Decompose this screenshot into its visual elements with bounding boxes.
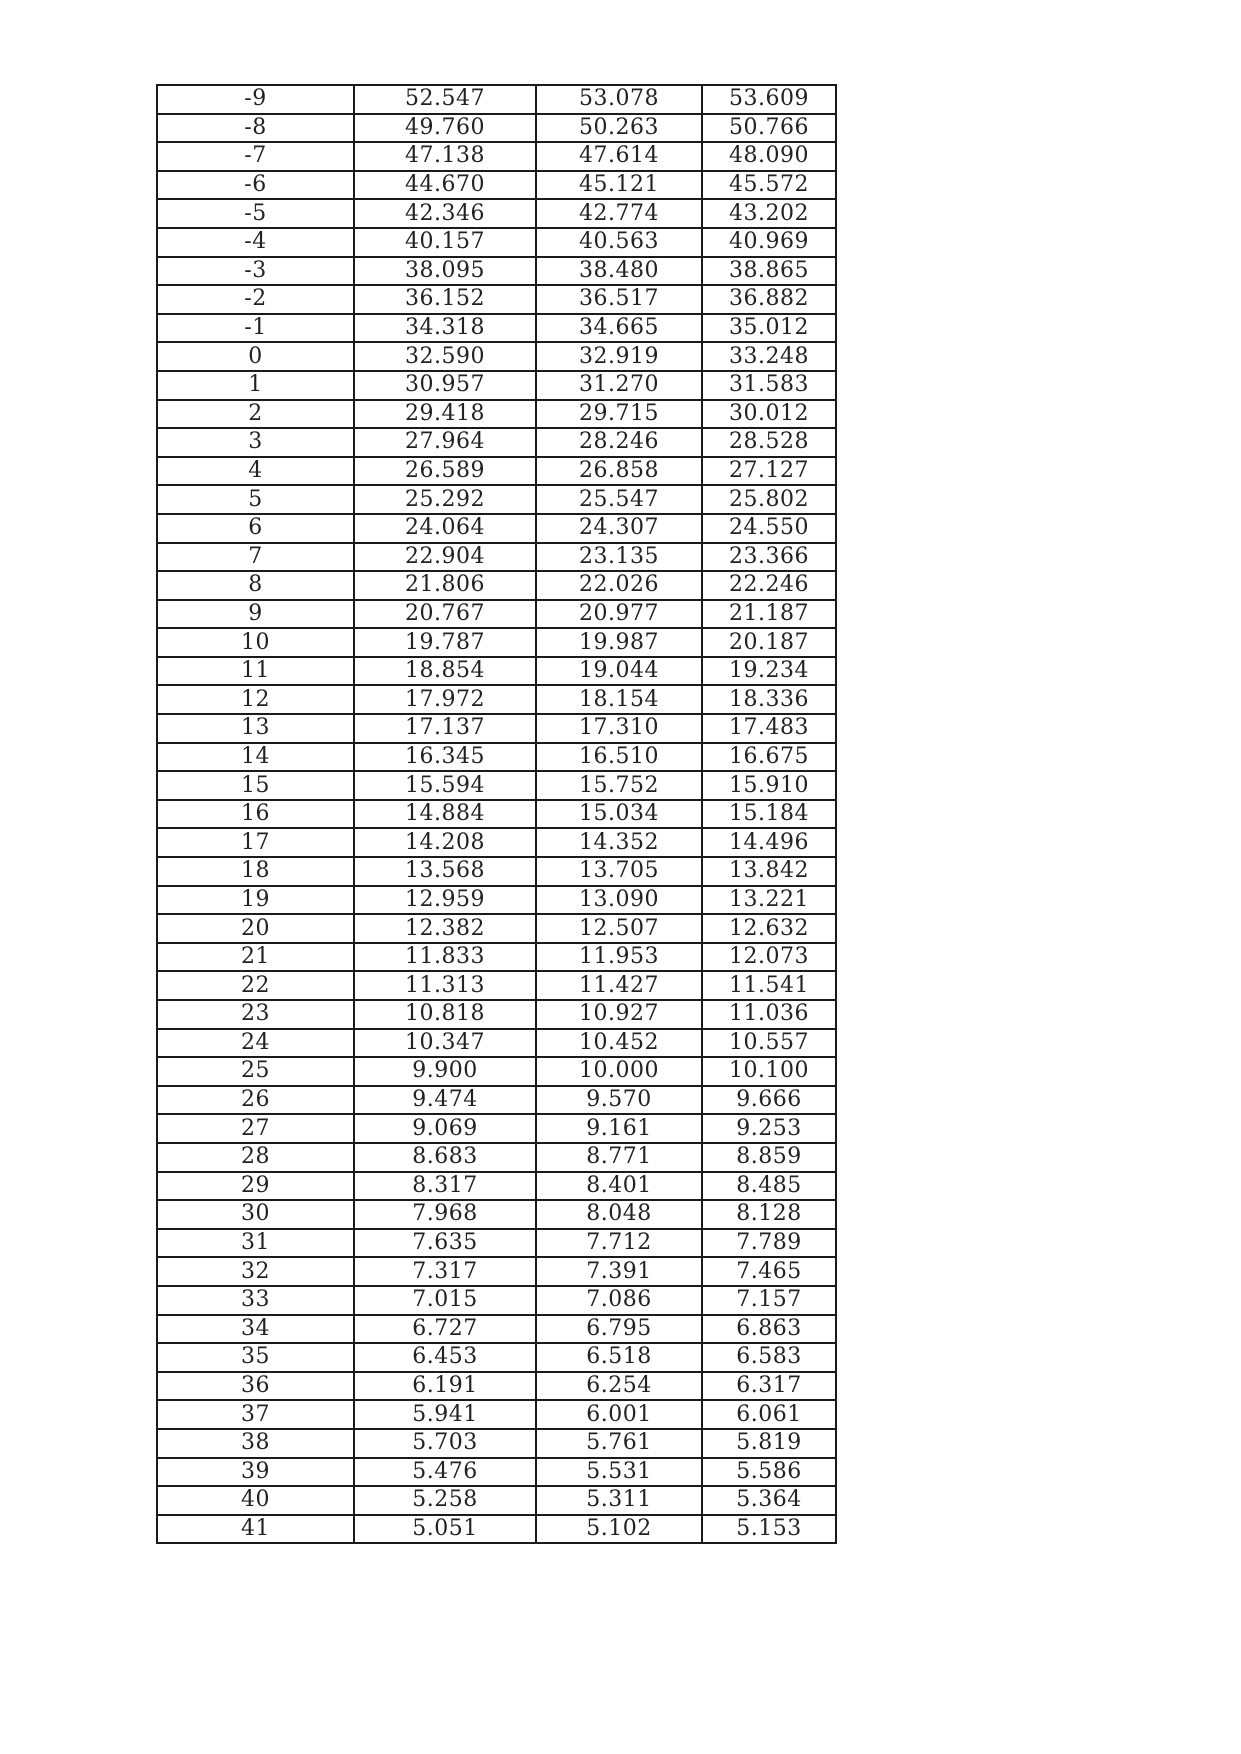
table-cell-value: 8.401 — [536, 1172, 702, 1201]
table-cell-index: 14 — [157, 743, 354, 772]
table-cell-index: 3 — [157, 428, 354, 457]
table-row — [157, 400, 836, 429]
table-cell-value: 50.766 — [702, 114, 836, 143]
table-cell-value: 38.095 — [354, 257, 536, 286]
table-cell-index: 18 — [157, 857, 354, 886]
table-row — [157, 142, 836, 171]
table-row — [157, 1200, 836, 1229]
table-cell-value: 20.977 — [536, 600, 702, 629]
table-cell-index: 41 — [157, 1515, 354, 1544]
table-row — [157, 1029, 836, 1058]
table-cell-value: 5.311 — [536, 1486, 702, 1515]
table-cell-index: 12 — [157, 685, 354, 714]
table-row — [157, 914, 836, 943]
table-cell-value: 9.570 — [536, 1086, 702, 1115]
table-row — [157, 1257, 836, 1286]
table-cell-value: 27.964 — [354, 428, 536, 457]
table-cell-value: 8.771 — [536, 1143, 702, 1172]
table-cell-value: 34.665 — [536, 314, 702, 343]
table-cell-value: 29.715 — [536, 400, 702, 429]
table-cell-value: 6.061 — [702, 1400, 836, 1429]
table-row — [157, 857, 836, 886]
table-row — [157, 285, 836, 314]
table-cell-value: 22.026 — [536, 571, 702, 600]
table-cell-value: 9.161 — [536, 1114, 702, 1143]
table-row — [157, 1086, 836, 1115]
table-cell-index: 37 — [157, 1400, 354, 1429]
table-cell-value: 8.683 — [354, 1143, 536, 1172]
table-cell-index: 32 — [157, 1257, 354, 1286]
table-cell-value: 18.336 — [702, 685, 836, 714]
table-cell-value: 7.968 — [354, 1200, 536, 1229]
table-cell-value: 12.507 — [536, 914, 702, 943]
table-cell-value: 43.202 — [702, 199, 836, 228]
table-cell-value: 13.568 — [354, 857, 536, 886]
table-row — [157, 1172, 836, 1201]
table-cell-value: 11.036 — [702, 1000, 836, 1029]
table-cell-value: 8.128 — [702, 1200, 836, 1229]
table-row — [157, 1286, 836, 1315]
table-cell-value: 5.703 — [354, 1429, 536, 1458]
table-cell-value: 17.483 — [702, 714, 836, 743]
table-row — [157, 943, 836, 972]
table-row — [157, 800, 836, 829]
table-cell-index: -3 — [157, 257, 354, 286]
table-cell-value: 8.859 — [702, 1143, 836, 1172]
table-row — [157, 314, 836, 343]
table-cell-value: 15.910 — [702, 771, 836, 800]
table-row — [157, 485, 836, 514]
table-cell-value: 16.510 — [536, 743, 702, 772]
table-cell-value: 5.258 — [354, 1486, 536, 1515]
table-cell-index: -2 — [157, 285, 354, 314]
table-cell-value: 18.154 — [536, 685, 702, 714]
table-cell-index: 4 — [157, 457, 354, 486]
table-cell-value: 20.187 — [702, 628, 836, 657]
table-row — [157, 1515, 836, 1544]
table-cell-value: 21.187 — [702, 600, 836, 629]
table-cell-value: 45.121 — [536, 171, 702, 200]
table-cell-index: 1 — [157, 371, 354, 400]
table-cell-index: 11 — [157, 657, 354, 686]
table-cell-value: 36.882 — [702, 285, 836, 314]
table-cell-value: 21.806 — [354, 571, 536, 600]
table-row — [157, 171, 836, 200]
table-cell-value: 48.090 — [702, 142, 836, 171]
table-cell-index: 19 — [157, 886, 354, 915]
table-cell-value: 14.496 — [702, 828, 836, 857]
table-cell-index: 35 — [157, 1343, 354, 1372]
table-cell-index: 23 — [157, 1000, 354, 1029]
table-row — [157, 685, 836, 714]
table-cell-value: 50.263 — [536, 114, 702, 143]
table-cell-value: 23.366 — [702, 543, 836, 572]
table-cell-value: 49.760 — [354, 114, 536, 143]
table-cell-value: 6.727 — [354, 1315, 536, 1344]
table-cell-value: 53.609 — [702, 85, 836, 114]
table-cell-value: 7.789 — [702, 1229, 836, 1258]
table-cell-index: 21 — [157, 943, 354, 972]
table-cell-value: 5.819 — [702, 1429, 836, 1458]
table-row — [157, 714, 836, 743]
table-cell-value: 22.904 — [354, 543, 536, 572]
table-cell-value: 11.541 — [702, 971, 836, 1000]
table-cell-value: 5.476 — [354, 1458, 536, 1487]
table-cell-value: 16.675 — [702, 743, 836, 772]
table-row — [157, 1143, 836, 1172]
table-row — [157, 85, 836, 114]
table-cell-index: 7 — [157, 543, 354, 572]
table-cell-index: -6 — [157, 171, 354, 200]
table-row — [157, 1315, 836, 1344]
table-cell-value: 38.480 — [536, 257, 702, 286]
table-cell-value: 7.317 — [354, 1257, 536, 1286]
table-cell-index: 9 — [157, 600, 354, 629]
table-cell-value: 6.863 — [702, 1315, 836, 1344]
table-cell-index: 28 — [157, 1143, 354, 1172]
table-cell-index: 25 — [157, 1057, 354, 1086]
table-cell-index: 33 — [157, 1286, 354, 1315]
table-cell-value: 5.941 — [354, 1400, 536, 1429]
table-row — [157, 657, 836, 686]
table-cell-value: 32.919 — [536, 342, 702, 371]
table-row — [157, 1057, 836, 1086]
table-cell-value: 8.317 — [354, 1172, 536, 1201]
table-cell-value: 6.254 — [536, 1372, 702, 1401]
table-cell-value: 9.253 — [702, 1114, 836, 1143]
table-cell-value: 42.346 — [354, 199, 536, 228]
table-cell-value: 17.310 — [536, 714, 702, 743]
table-cell-index: -9 — [157, 85, 354, 114]
table-cell-index: 29 — [157, 1172, 354, 1201]
table-cell-value: 35.012 — [702, 314, 836, 343]
data-table — [156, 84, 837, 1544]
table-cell-value: 19.044 — [536, 657, 702, 686]
table-row — [157, 743, 836, 772]
table-row — [157, 228, 836, 257]
table-row — [157, 828, 836, 857]
table-cell-value: 24.550 — [702, 514, 836, 543]
table-cell-value: 6.001 — [536, 1400, 702, 1429]
table-cell-value: 47.614 — [536, 142, 702, 171]
table-cell-value: 5.364 — [702, 1486, 836, 1515]
table-cell-index: 10 — [157, 628, 354, 657]
table-row — [157, 1400, 836, 1429]
table-cell-value: 36.517 — [536, 285, 702, 314]
table-cell-value: 8.048 — [536, 1200, 702, 1229]
table-cell-value: 40.563 — [536, 228, 702, 257]
table-cell-value: 15.034 — [536, 800, 702, 829]
table-cell-index: 16 — [157, 800, 354, 829]
table-cell-value: 36.152 — [354, 285, 536, 314]
table-cell-value: 16.345 — [354, 743, 536, 772]
table-cell-value: 34.318 — [354, 314, 536, 343]
table-row — [157, 257, 836, 286]
table-row — [157, 771, 836, 800]
table-cell-value: 7.086 — [536, 1286, 702, 1315]
table-cell-value: 14.352 — [536, 828, 702, 857]
table-row — [157, 628, 836, 657]
table-cell-value: 17.972 — [354, 685, 536, 714]
table-cell-value: 24.064 — [354, 514, 536, 543]
table-cell-value: 45.572 — [702, 171, 836, 200]
table-row — [157, 1429, 836, 1458]
table-row — [157, 114, 836, 143]
table-row — [157, 514, 836, 543]
table-cell-index: 39 — [157, 1458, 354, 1487]
table-cell-index: 13 — [157, 714, 354, 743]
table-cell-value: 14.208 — [354, 828, 536, 857]
table-cell-index: 40 — [157, 1486, 354, 1515]
table-cell-value: 12.632 — [702, 914, 836, 943]
table-cell-value: 24.307 — [536, 514, 702, 543]
table-cell-value: 5.153 — [702, 1515, 836, 1544]
table-cell-value: 7.465 — [702, 1257, 836, 1286]
table-cell-value: 30.957 — [354, 371, 536, 400]
table-cell-value: 9.666 — [702, 1086, 836, 1115]
table-cell-value: 7.015 — [354, 1286, 536, 1315]
table-cell-value: 11.833 — [354, 943, 536, 972]
table-cell-value: 9.900 — [354, 1057, 536, 1086]
table-cell-index: 22 — [157, 971, 354, 1000]
table-cell-index: -1 — [157, 314, 354, 343]
table-cell-value: 10.818 — [354, 1000, 536, 1029]
table-row — [157, 1229, 836, 1258]
table-cell-value: 17.137 — [354, 714, 536, 743]
table-cell-value: 26.589 — [354, 457, 536, 486]
table-row — [157, 342, 836, 371]
table-cell-value: 5.586 — [702, 1458, 836, 1487]
table-cell-index: 34 — [157, 1315, 354, 1344]
table-cell-value: 32.590 — [354, 342, 536, 371]
table-cell-value: 11.427 — [536, 971, 702, 1000]
table-cell-value: 13.221 — [702, 886, 836, 915]
table-cell-value: 13.842 — [702, 857, 836, 886]
table-cell-value: 52.547 — [354, 85, 536, 114]
table-row — [157, 1000, 836, 1029]
table-row — [157, 1486, 836, 1515]
table-cell-value: 25.292 — [354, 485, 536, 514]
table-cell-value: 6.583 — [702, 1343, 836, 1372]
table-cell-value: 22.246 — [702, 571, 836, 600]
table-cell-index: 5 — [157, 485, 354, 514]
table-cell-value: 13.705 — [536, 857, 702, 886]
table-cell-value: 10.452 — [536, 1029, 702, 1058]
table-cell-index: -7 — [157, 142, 354, 171]
table-row — [157, 1343, 836, 1372]
table-row — [157, 971, 836, 1000]
table-cell-value: 42.774 — [536, 199, 702, 228]
table-cell-value: 53.078 — [536, 85, 702, 114]
table-cell-value: 10.100 — [702, 1057, 836, 1086]
table-cell-value: 6.518 — [536, 1343, 702, 1372]
table-cell-index: -4 — [157, 228, 354, 257]
table-cell-value: 15.752 — [536, 771, 702, 800]
table-cell-value: 20.767 — [354, 600, 536, 629]
table-body — [157, 85, 836, 1543]
table-cell-value: 5.102 — [536, 1515, 702, 1544]
table-cell-index: 30 — [157, 1200, 354, 1229]
table-cell-value: 7.157 — [702, 1286, 836, 1315]
table-cell-value: 27.127 — [702, 457, 836, 486]
table-cell-index: 24 — [157, 1029, 354, 1058]
table-cell-value: 18.854 — [354, 657, 536, 686]
table-cell-value: 11.953 — [536, 943, 702, 972]
table-row — [157, 1458, 836, 1487]
table-cell-value: 23.135 — [536, 543, 702, 572]
table-cell-value: 10.000 — [536, 1057, 702, 1086]
table-cell-index: 36 — [157, 1372, 354, 1401]
table-cell-value: 6.191 — [354, 1372, 536, 1401]
table-cell-index: 31 — [157, 1229, 354, 1258]
table-cell-value: 26.858 — [536, 457, 702, 486]
table-cell-value: 8.485 — [702, 1172, 836, 1201]
table-cell-index: 8 — [157, 571, 354, 600]
table-cell-index: 15 — [157, 771, 354, 800]
table-cell-value: 6.317 — [702, 1372, 836, 1401]
table-row — [157, 571, 836, 600]
table-cell-value: 9.474 — [354, 1086, 536, 1115]
table-cell-value: 5.531 — [536, 1458, 702, 1487]
table-cell-value: 12.073 — [702, 943, 836, 972]
table-row — [157, 1372, 836, 1401]
table-cell-value: 19.787 — [354, 628, 536, 657]
table-cell-value: 47.138 — [354, 142, 536, 171]
table-cell-value: 6.795 — [536, 1315, 702, 1344]
table-cell-value: 38.865 — [702, 257, 836, 286]
table-cell-value: 29.418 — [354, 400, 536, 429]
table-cell-value: 40.969 — [702, 228, 836, 257]
table-row — [157, 199, 836, 228]
table-cell-value: 10.927 — [536, 1000, 702, 1029]
table-cell-index: -5 — [157, 199, 354, 228]
table-row — [157, 600, 836, 629]
table-cell-value: 7.391 — [536, 1257, 702, 1286]
table-row — [157, 1114, 836, 1143]
table-cell-value: 15.184 — [702, 800, 836, 829]
table-cell-index: 27 — [157, 1114, 354, 1143]
table-cell-value: 25.802 — [702, 485, 836, 514]
table-cell-value: 5.051 — [354, 1515, 536, 1544]
table-cell-value: 19.234 — [702, 657, 836, 686]
table-cell-value: 44.670 — [354, 171, 536, 200]
table-cell-index: 0 — [157, 342, 354, 371]
table-cell-index: 38 — [157, 1429, 354, 1458]
table-cell-value: 12.959 — [354, 886, 536, 915]
table-cell-index: 2 — [157, 400, 354, 429]
table-row — [157, 457, 836, 486]
table-cell-value: 31.583 — [702, 371, 836, 400]
table-row — [157, 543, 836, 572]
table-cell-index: 20 — [157, 914, 354, 943]
table-cell-value: 28.528 — [702, 428, 836, 457]
table-cell-value: 12.382 — [354, 914, 536, 943]
table-cell-value: 13.090 — [536, 886, 702, 915]
table-cell-value: 30.012 — [702, 400, 836, 429]
table-cell-value: 40.157 — [354, 228, 536, 257]
table-cell-value: 10.557 — [702, 1029, 836, 1058]
table-cell-value: 10.347 — [354, 1029, 536, 1058]
table-cell-value: 5.761 — [536, 1429, 702, 1458]
table-cell-value: 33.248 — [702, 342, 836, 371]
table-cell-index: 17 — [157, 828, 354, 857]
table-cell-value: 9.069 — [354, 1114, 536, 1143]
table-cell-value: 7.712 — [536, 1229, 702, 1258]
table-cell-index: 6 — [157, 514, 354, 543]
table-cell-value: 7.635 — [354, 1229, 536, 1258]
table-row — [157, 428, 836, 457]
table-cell-value: 6.453 — [354, 1343, 536, 1372]
table-cell-index: -8 — [157, 114, 354, 143]
table-row — [157, 886, 836, 915]
table-cell-value: 14.884 — [354, 800, 536, 829]
table-cell-value: 28.246 — [536, 428, 702, 457]
table-cell-value: 31.270 — [536, 371, 702, 400]
table-cell-index: 26 — [157, 1086, 354, 1115]
table-cell-value: 15.594 — [354, 771, 536, 800]
table-cell-value: 19.987 — [536, 628, 702, 657]
table-cell-value: 25.547 — [536, 485, 702, 514]
table-cell-value: 11.313 — [354, 971, 536, 1000]
table-row — [157, 371, 836, 400]
